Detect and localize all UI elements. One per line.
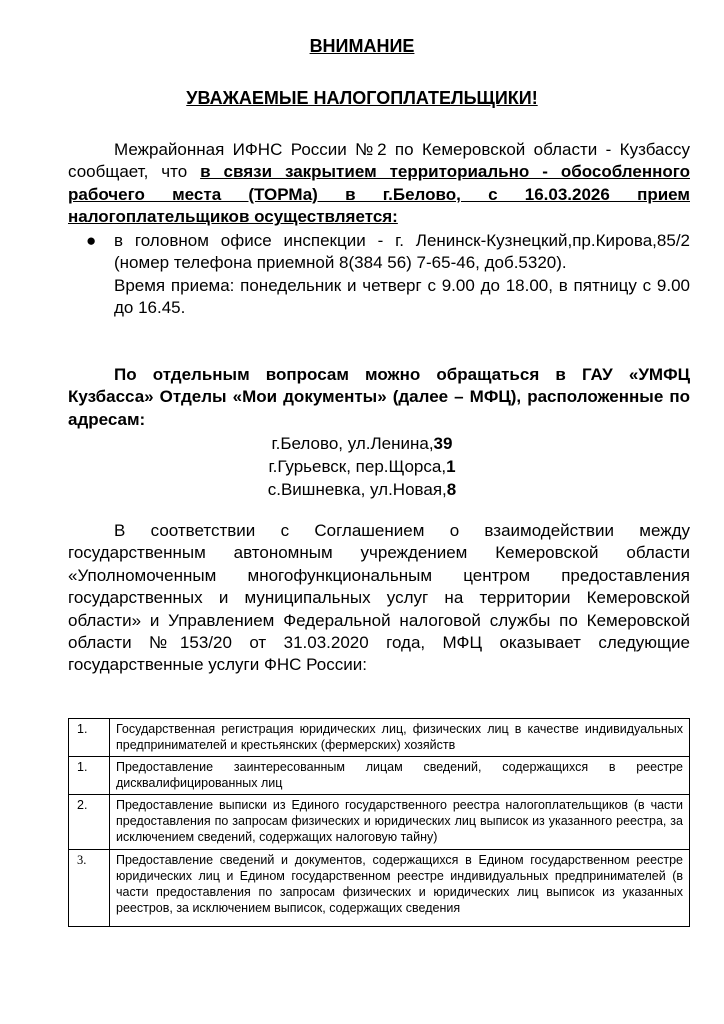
intro-text: Межрайонная ИФНС России №2 по Кемеровской области - Кузбассу сообщает, что xyxy=(68,140,690,182)
mfc-address-list xyxy=(0,432,724,501)
address-line: г.Гурьевск, пер.Щорса,1 xyxy=(268,457,456,476)
address-line: г.Белово, ул.Ленина,39 xyxy=(271,434,453,453)
reception-hours-text: Время приема: понедельник и четверг с 9.00 до 18.00, в пятницу с 9.00 до 16.45. xyxy=(114,275,690,318)
service-number: 1. xyxy=(69,719,110,757)
mfc-paragraph: По отдельным вопросам можно обращаться в ГАУ «УМФЦ Кузбасса» Отделы «Мои документы» (далее – МФЦ), расположенные по адресам: xyxy=(68,365,690,429)
service-text: Предоставление заинтересованным лицам сведений, содержащихся в реестре дисквалифицированных лиц xyxy=(110,757,690,795)
service-number: 1. xyxy=(69,757,110,795)
table-row xyxy=(69,795,690,850)
service-text: Государственная регистрация юридических лиц, физических лиц в качестве индивидуальных предпринимателей и крестьянских (фермерских) хозяйств xyxy=(110,719,690,757)
salutation-heading: УВАЖАЕМЫЕ НАЛОГОПЛАТЕЛЬЩИКИ! xyxy=(186,88,538,108)
service-number: 2. xyxy=(69,795,110,850)
services-table xyxy=(68,718,690,927)
bullet-dot-icon: ● xyxy=(86,231,97,250)
table-row xyxy=(69,719,690,757)
agreement-paragraph: В соответствии с Соглашением о взаимодействии между государственным автономным учреждением Кемеровской области «Уполномоченным многофункциональным центром предоставления государственных и муниципальных услуг на территории Кемеровской области» и Управлением Федеральной налоговой службы по Кемеровской области №153/20 от 31.03.2020 года, МФЦ оказывает следующие государственные услуги ФНС России: xyxy=(68,521,690,675)
intro-paragraph xyxy=(68,139,690,229)
intro-bold-text: в связи закрытием территориально - обособленного рабочего места (ТОРМа) в г.Белово, с 16.03.2026 прием налогоплательщиков осуществляется: xyxy=(68,162,690,227)
table-row xyxy=(69,757,690,795)
service-text: Предоставление сведений и документов, содержащихся в Едином государственном реестре юридических лиц и Едином государственном реестре индивидуальных предпринимателей (в части предоставления по запросам физических и юридических лиц выписок из указанных реестров, за исключением выписок, содержащих сведения xyxy=(110,850,690,927)
service-number: 3. xyxy=(69,850,110,927)
attention-heading: ВНИМАНИЕ xyxy=(309,36,415,56)
service-text: Предоставление выписки из Единого государственного реестра налогоплательщиков (в части предоставления по запросам физических и юридических лиц выписок из указанного реестра, за исключением сведений, содержащих налоговую тайну) xyxy=(110,795,690,850)
address-line: с.Вишневка, ул.Новая,8 xyxy=(267,480,457,499)
office-address-text: в головном офисе инспекции - г. Ленинск-Кузнецкий,пр.Кирова,85/2 (номер телефона приемной 8(384 56) 7-65-46, доб.5320). xyxy=(114,231,690,273)
office-bullet xyxy=(68,230,690,320)
table-row xyxy=(69,850,690,927)
